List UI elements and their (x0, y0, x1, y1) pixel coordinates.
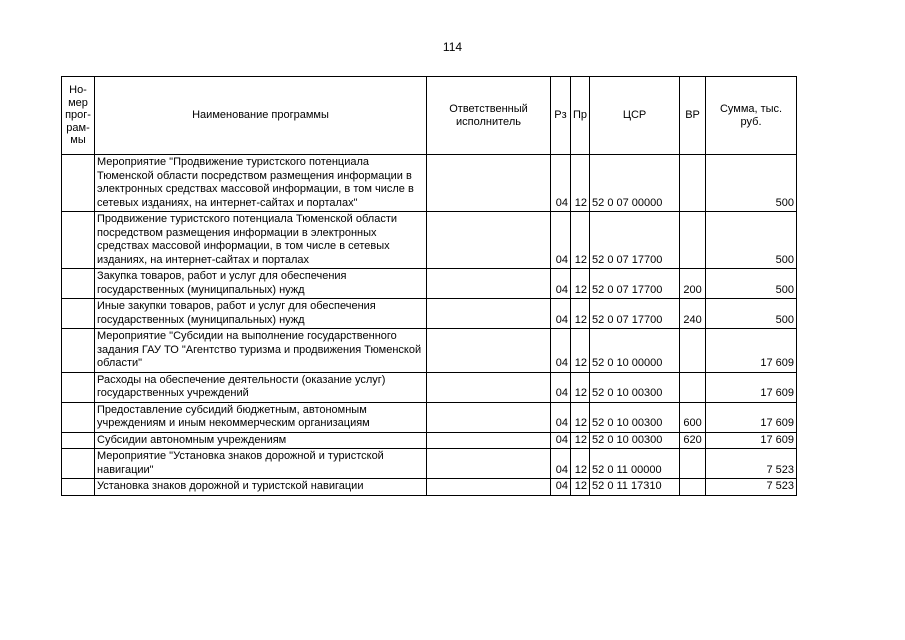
cell-pr: 12 (571, 155, 590, 212)
cell-vr: 240 (680, 299, 706, 329)
cell-sum: 7 523 (706, 449, 797, 479)
table-row (62, 402, 797, 432)
cell-csr: 52 0 07 17700 (590, 212, 680, 269)
header-rz: Рз (551, 77, 571, 155)
table-body (62, 155, 797, 496)
cell-program-name: Продвижение туристского потенциала Тюменской области посредством размещения информации в электронных средствах массовой информации, в том числе в сетевых изданиях, на интернет-сайтах и порталах (95, 212, 427, 269)
table-row (62, 299, 797, 329)
cell-program-number (62, 212, 95, 269)
cell-sum: 17 609 (706, 432, 797, 449)
table-row (62, 479, 797, 496)
cell-sum: 17 609 (706, 402, 797, 432)
table-row (62, 372, 797, 402)
cell-csr: 52 0 11 00000 (590, 449, 680, 479)
table-row (62, 212, 797, 269)
cell-vr: 620 (680, 432, 706, 449)
cell-vr: 200 (680, 269, 706, 299)
header-pr: Пр (571, 77, 590, 155)
cell-program-name: Расходы на обеспечение деятельности (оказание услуг) государственных учреждений (95, 372, 427, 402)
cell-rz: 04 (551, 155, 571, 212)
table-header-row (62, 77, 797, 155)
header-program-name: Наименование программы (95, 77, 427, 155)
header-csr: ЦСР (590, 77, 680, 155)
header-program-number: Но-мер прог-рам-мы (62, 77, 95, 155)
cell-responsible (427, 299, 551, 329)
cell-responsible (427, 432, 551, 449)
cell-program-name: Предоставление субсидий бюджетным, автономным учреждениям и иным некоммерческим организациям (95, 402, 427, 432)
cell-vr (680, 212, 706, 269)
cell-sum: 500 (706, 155, 797, 212)
cell-rz: 04 (551, 402, 571, 432)
cell-responsible (427, 269, 551, 299)
cell-csr: 52 0 07 00000 (590, 155, 680, 212)
cell-rz: 04 (551, 449, 571, 479)
header-vr: ВР (680, 77, 706, 155)
cell-pr: 12 (571, 479, 590, 496)
cell-program-name: Мероприятие "Установка знаков дорожной и туристской навигации" (95, 449, 427, 479)
cell-csr: 52 0 11 17310 (590, 479, 680, 496)
cell-program-name: Субсидии автономным учреждениям (95, 432, 427, 449)
cell-pr: 12 (571, 402, 590, 432)
cell-sum: 500 (706, 299, 797, 329)
cell-pr: 12 (571, 329, 590, 373)
cell-sum: 500 (706, 269, 797, 299)
cell-vr (680, 372, 706, 402)
cell-program-number (62, 269, 95, 299)
cell-pr: 12 (571, 212, 590, 269)
cell-vr (680, 329, 706, 373)
cell-program-number (62, 432, 95, 449)
cell-program-number (62, 372, 95, 402)
cell-vr: 600 (680, 402, 706, 432)
cell-sum: 17 609 (706, 372, 797, 402)
cell-csr: 52 0 10 00300 (590, 402, 680, 432)
cell-vr (680, 479, 706, 496)
cell-pr: 12 (571, 372, 590, 402)
cell-responsible (427, 449, 551, 479)
cell-program-name: Закупка товаров, работ и услуг для обеспечения государственных (муниципальных) нужд (95, 269, 427, 299)
cell-sum: 17 609 (706, 329, 797, 373)
cell-csr: 52 0 07 17700 (590, 269, 680, 299)
table-row (62, 329, 797, 373)
cell-rz: 04 (551, 269, 571, 299)
cell-program-number (62, 155, 95, 212)
cell-program-number (62, 479, 95, 496)
table-row (62, 269, 797, 299)
table-row (62, 432, 797, 449)
cell-sum: 7 523 (706, 479, 797, 496)
cell-rz: 04 (551, 432, 571, 449)
table-row (62, 449, 797, 479)
cell-program-name: Иные закупки товаров, работ и услуг для обеспечения государственных (муниципальных) нужд (95, 299, 427, 329)
cell-vr (680, 449, 706, 479)
cell-program-name: Установка знаков дорожной и туристской навигации (95, 479, 427, 496)
cell-rz: 04 (551, 299, 571, 329)
cell-rz: 04 (551, 479, 571, 496)
cell-program-number (62, 402, 95, 432)
cell-csr: 52 0 10 00300 (590, 372, 680, 402)
cell-vr (680, 155, 706, 212)
header-responsible: Ответственный исполнитель (427, 77, 551, 155)
cell-responsible (427, 212, 551, 269)
cell-sum: 500 (706, 212, 797, 269)
cell-responsible (427, 155, 551, 212)
budget-table (61, 76, 797, 496)
cell-rz: 04 (551, 212, 571, 269)
cell-pr: 12 (571, 432, 590, 449)
table-row (62, 155, 797, 212)
cell-csr: 52 0 07 17700 (590, 299, 680, 329)
header-sum: Сумма, тыс. руб. (706, 77, 797, 155)
cell-responsible (427, 479, 551, 496)
cell-program-number (62, 299, 95, 329)
cell-pr: 12 (571, 449, 590, 479)
cell-responsible (427, 402, 551, 432)
cell-responsible (427, 372, 551, 402)
cell-rz: 04 (551, 329, 571, 373)
cell-pr: 12 (571, 269, 590, 299)
cell-responsible (427, 329, 551, 373)
cell-program-number (62, 449, 95, 479)
cell-rz: 04 (551, 372, 571, 402)
cell-csr: 52 0 10 00300 (590, 432, 680, 449)
cell-program-name: Мероприятие "Продвижение туристского потенциала Тюменской области посредством размещения информации в электронных средствах массовой информации, в том числе в сетевых изданиях, на интернет-сайтах и порталах" (95, 155, 427, 212)
cell-pr: 12 (571, 299, 590, 329)
cell-program-name: Мероприятие "Субсидии на выполнение государственного задания ГАУ ТО "Агентство туризма и продвижения Тюменской области" (95, 329, 427, 373)
cell-program-number (62, 329, 95, 373)
page-number: 114 (442, 40, 463, 54)
cell-csr: 52 0 10 00000 (590, 329, 680, 373)
